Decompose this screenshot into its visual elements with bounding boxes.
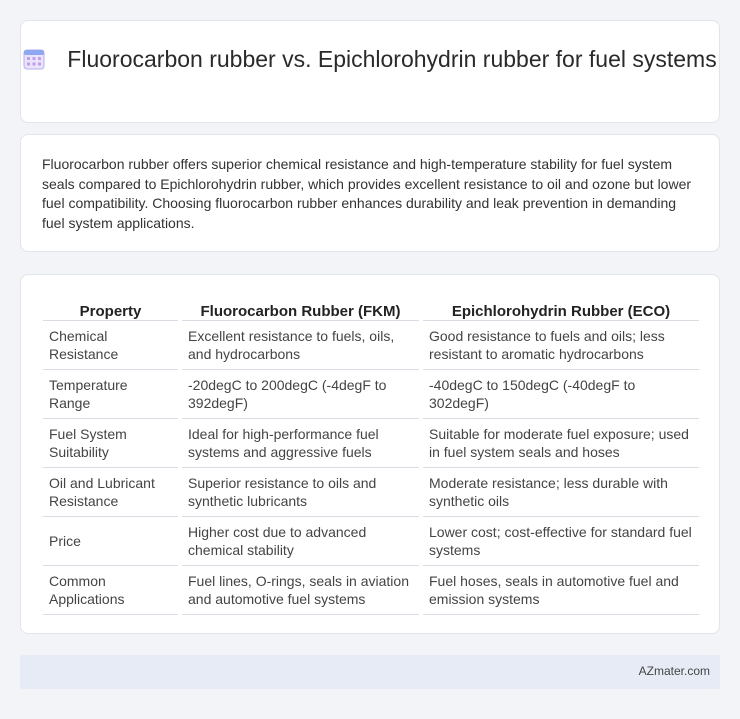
fkm-value: Fuel lines, O-rings, seals in aviation and automotive fuel systems: [180, 565, 421, 614]
eco-value: Lower cost; cost-effective for standard fuel systems: [421, 516, 699, 565]
row-property: Oil and Lubricant Resistance: [43, 467, 180, 516]
fkm-value: -20degC to 200degC (-4degF to 392degF): [180, 369, 421, 418]
fkm-value: Higher cost due to advanced chemical stability: [180, 516, 421, 565]
eco-value: Moderate resistance; less durable with synthetic oils: [421, 467, 699, 516]
eco-value: Suitable for moderate fuel exposure; used in fuel system seals and hoses: [421, 418, 699, 467]
calendar-icon: [23, 48, 45, 70]
comparison-table-card: [20, 274, 720, 634]
footer-bar: [20, 655, 720, 689]
column-header-eco: Epichlorohydrin Rubber (ECO): [421, 296, 699, 320]
eco-value: -40degC to 150degC (-40degF to 302degF): [421, 369, 699, 418]
row-property: Common Applications: [43, 565, 180, 614]
fkm-value: Excellent resistance to fuels, oils, and hydrocarbons: [180, 320, 421, 369]
column-header-property: Property: [43, 296, 180, 320]
column-header-fkm: Fluorocarbon Rubber (FKM): [180, 296, 421, 320]
table-row: [43, 369, 699, 418]
summary-card: [20, 134, 720, 252]
row-property: Price: [43, 516, 180, 565]
table-header-row: [43, 296, 699, 320]
row-property: Chemical Resistance: [43, 320, 180, 369]
table-row: [43, 418, 699, 467]
comparison-table: [43, 296, 699, 615]
eco-value: Fuel hoses, seals in automotive fuel and emission systems: [421, 565, 699, 614]
eco-value: Good resistance to fuels and oils; less resistant to aromatic hydrocarbons: [421, 320, 699, 369]
title-card: [20, 20, 720, 123]
fkm-value: Superior resistance to oils and synthetic lubricants: [180, 467, 421, 516]
row-property: Temperature Range: [43, 369, 180, 418]
page-header: [21, 45, 719, 74]
footer-brand-link[interactable]: AZmater.com: [638, 664, 710, 678]
table-row: [43, 516, 699, 565]
table-row: [43, 565, 699, 614]
table-row: [43, 467, 699, 516]
page-title: Fluorocarbon rubber vs. Epichlorohydrin rubber for fuel systems: [67, 46, 717, 72]
fkm-value: Ideal for high-performance fuel systems and aggressive fuels: [180, 418, 421, 467]
summary-text: Fluorocarbon rubber offers superior chemical resistance and high-temperature stability for fuel system seals compared to Epichlorohydrin rubber, which provides excellent resistance to oil and ozone but lower fuel compatibility. Choosing fluorocarbon rubber enhances durability and leak prevention in demanding fuel system applications.: [42, 156, 692, 231]
row-property: Fuel System Suitability: [43, 418, 180, 467]
table-row: [43, 320, 699, 369]
